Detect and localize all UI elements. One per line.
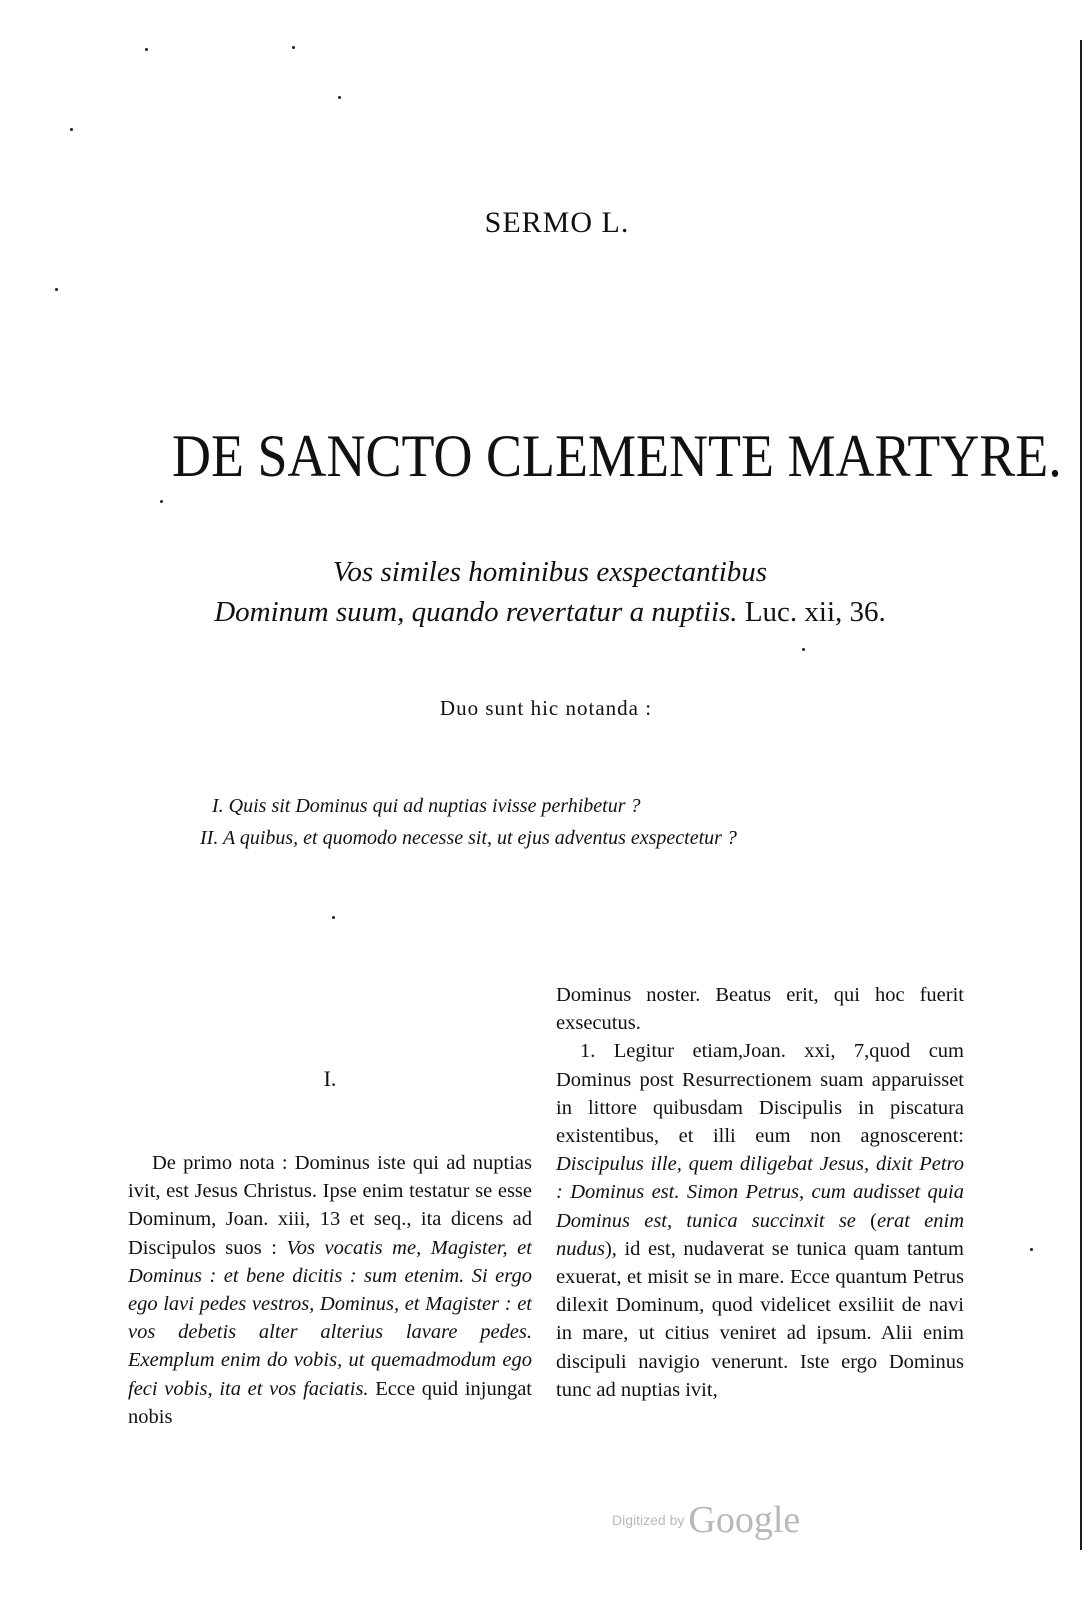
print-speck [55,288,58,291]
outline-point: II. A quibus, et quomodo necesse sit, ut ejus adventus exspectetur ? [200,827,737,849]
paragraph [556,1037,964,1404]
print-speck [1030,1248,1033,1251]
intro-line: Duo sunt hic notanda : [439,696,653,720]
paragraph: Dominus noster. Beatus erit, qui hoc fuerit exsecutus. [556,984,964,1035]
section-numeral: I. [323,1066,337,1091]
print-speck [292,46,295,49]
epigraph [120,552,980,632]
scripture-quote: Vos vocatis me, Magister, et Dominus : et bene dicitis : sum etenim. Si ergo ego lavi pedes vestros, Dominus, et Magister : et vos debetis alter alterius lavare pedes. Exemplum enim do vobis, ut quemadmodum ego feci vobis, ita et vos faciatis. [128,1236,532,1400]
print-speck [338,96,341,99]
print-speck [802,648,805,651]
body-text: Ecce quid injungat nobis [128,1377,533,1428]
google-logo-text: Google [688,1499,801,1541]
epigraph-line-2 [120,592,980,632]
epigraph-reference: Luc. xii, 36. [744,596,886,628]
digitized-label: Digitized by [612,1512,685,1528]
print-speck [145,48,148,51]
print-speck [160,500,163,503]
body-text: De primo nota : Dominus iste qui ad nuptias ivit, est Jesus Christus. Ipse enim testatur se esse Dominum, Joan. xiii, 13 et seq., ita dicens ad Discipulos suos : [128,1152,532,1259]
epigraph-line-1: Vos similes hominibus exspectantibus [332,556,768,588]
left-column [128,1149,532,1431]
sermon-number: SERMO L. [484,206,630,239]
page-edge-shadow [1080,40,1082,1550]
scripture-quote: Discipulus ille, quem diligebat Jesus, dixit Petro : Dominus est. Simon Petrus, cum audisset quia Dominus est, tunica succinxit se [556,1153,964,1232]
outline-point: I. Quis sit Dominus qui ad nuptias ivisse perhibetur ? [212,795,641,817]
print-speck [332,916,335,919]
scripture-quote: erat enim nudus [556,1209,965,1260]
paragraph [128,1149,532,1431]
print-speck [70,128,73,131]
digitized-watermark [612,1498,842,1542]
body-text: ( [855,1209,877,1232]
epigraph-quote: Dominum suum, quando revertatur a nuptiis. [214,596,738,628]
body-text: ), id est, nudaverat se tunica quam tantum exuerat, et misit se in mare. Ecce quantum Petrus dilexit Dominum, quod videlicet exsiliit de navi in mare, ut citius veniret ad ipsum. Alii enim discipuli navigio venerunt. Iste ergo Dominus tunc ad nuptias ivit, [556,1237,964,1401]
body-text: 1. Legitur etiam,Joan. xxi, 7,quod cum Dominus post Resurrectionem suam apparuisset in littore quibusdam Discipulis in piscatura existentibus, et illi eum non agnoscerent: [556,1040,964,1148]
right-column [556,981,964,1404]
sermon-title: DE SANCTO CLEMENTE MARTYRE. [172,423,1062,489]
outline-points [200,790,920,854]
